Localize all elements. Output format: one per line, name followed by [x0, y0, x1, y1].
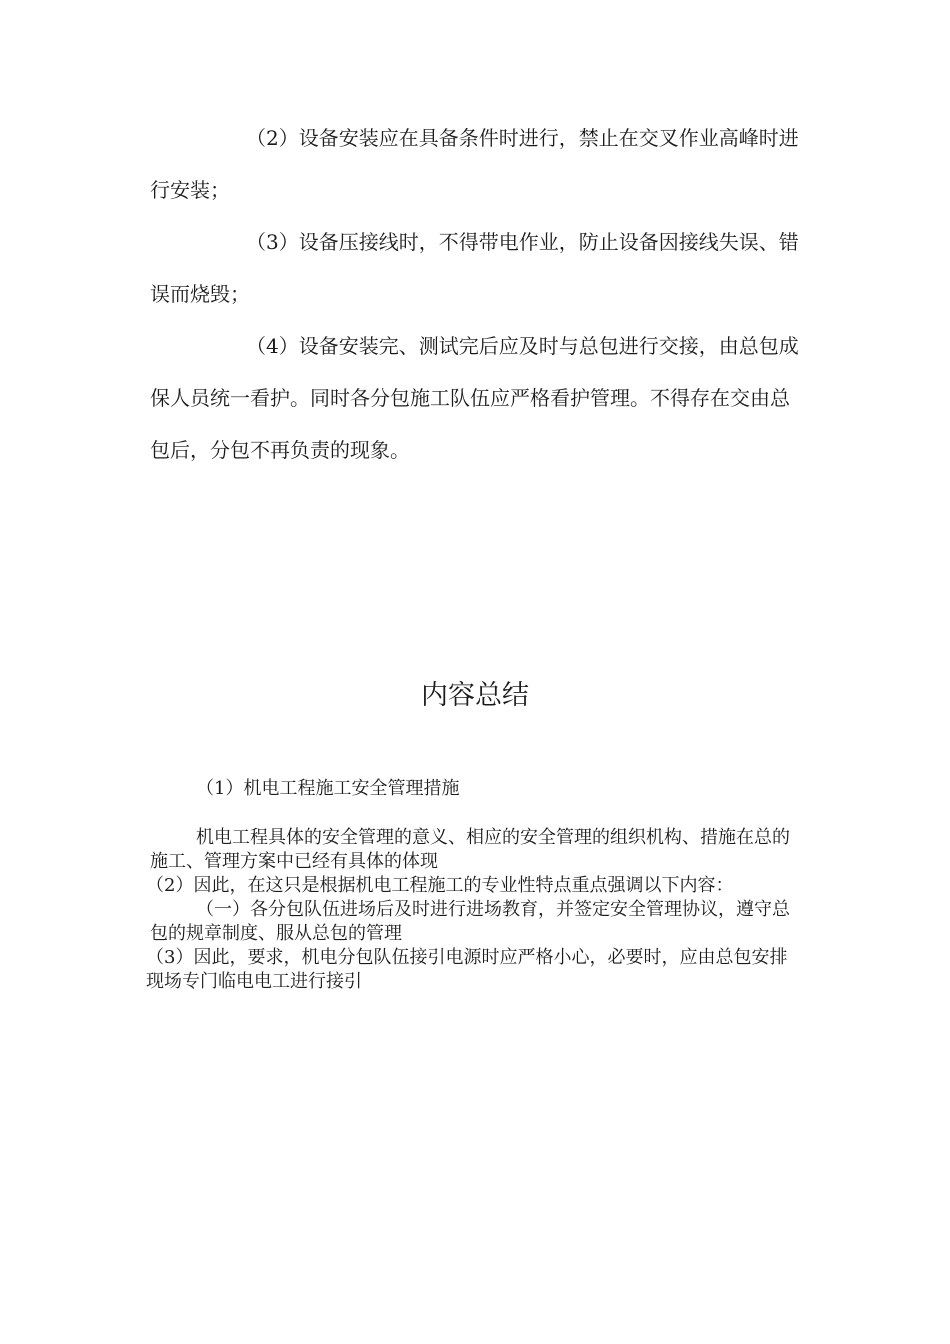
summary-paragraph-1: 机电工程具体的安全管理的意义、相应的安全管理的组织机构、措施在总的施工、管理方案中已经有具体的体现 [150, 827, 790, 872]
paragraph-item-3: （3）设备压接线时，不得带电作业，防止设备因接线失误、错误而烧毁； [150, 230, 799, 306]
summary-paragraph-2: （一）各分包队伍进场后及时进行进场教育，并签定安全管理协议，遵守总包的规章制度、服从总包的管理 [150, 899, 790, 944]
summary-item-3: （3）因此，要求，机电分包队伍接引电源时应严格小心，必要时，应由总包安排现场专门临电电工进行接引 [146, 947, 788, 992]
summary-item-1: （1）机电工程施工安全管理措施 [196, 778, 460, 799]
upper-text-block [150, 112, 800, 476]
paragraph-item-4: （4）设备安装完、测试完后应及时与总包进行交接，由总包成保人员统一看护。同时各分包施工队伍应严格看护管理。不得存在交由总包后，分包不再负责的现象。 [150, 334, 799, 462]
summary-item-1-block [150, 777, 800, 801]
summary-item-2: （2）因此，在这只是根据机电工程施工的专业性特点重点强调以下内容： [146, 875, 734, 896]
summary-title: 内容总结 [421, 680, 529, 711]
summary-body-block [146, 826, 800, 994]
paragraph-item-2: （2）设备安装应在具备条件时进行，禁止在交叉作业高峰时进行安装； [150, 126, 799, 202]
